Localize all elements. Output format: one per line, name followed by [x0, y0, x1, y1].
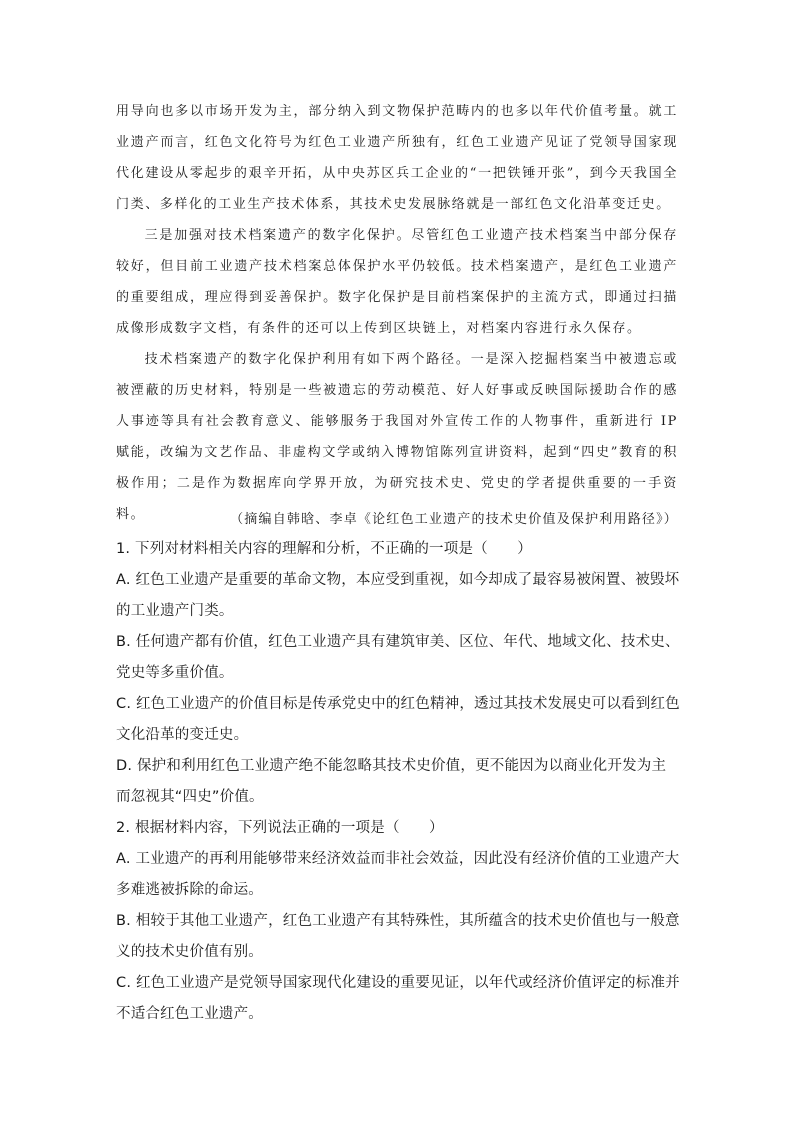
passage-body: [116, 96, 678, 530]
question-1-option-c: C. 红色工业遗产的价值目标是传承党史中的红色精神，透过其技术发展史可以看到红色文化沿革的变迁史。: [116, 696, 680, 743]
question-2-option-a: A. 工业遗产的再利用能够带来经济效益而非社会效益，因此没有经济价值的工业遗产大多难逃被拆除的命运。: [116, 851, 680, 898]
question-1-option-a: A. 红色工业遗产是重要的革命文物，本应受到重视，如今却成了最容易被闲置、被毁坏的工业遗产门类。: [116, 572, 680, 619]
question-1-option-b: B. 任何遗产都有价值，红色工业遗产具有建筑审美、区位、年代、地域文化、技术史、党史等多重价值。: [116, 634, 680, 681]
question-1-option-d: D. 保护和利用红色工业遗产绝不能忽略其技术史价值，更不能因为以商业化开发为主而忽视其“四史”价值。: [116, 758, 667, 805]
question-1-stem: 1. 下列对材料相关内容的理解和分析，不正确的一项是（ ）: [116, 541, 532, 557]
passage-paragraph-2: 三是加强对技术档案遗产的数字化保护。尽管红色工业遗产技术档案当中部分保存较好，但目前工业遗产技术档案总体保护水平仍较低。技术档案遗产，是红色工业遗产的重要组成，理应得到妥善保护。数字化保护是目前档案保护的主流方式，即通过扫描成像形成数字文档，有条件的还可以上传到区块链上，对档案内容进行永久保存。: [116, 228, 678, 336]
passage-paragraph-1: 用导向也多以市场开发为主，部分纳入到文物保护范畴内的也多以年代价值考量。就工业遗产而言，红色文化符号为红色工业遗产所独有，红色工业遗产见证了党领导国家现代化建设从零起步的艰辛开拓，从中央苏区兵工企业的“一把铁锤开张”，到今天我国全门类、多样化的工业生产技术体系，其技术史发展脉络就是一部红色文化沿革变迁史。: [116, 104, 678, 212]
question-2-option-c: C. 红色工业遗产是党领导国家现代化建设的重要见证，以年代或经济价值评定的标准并不适合红色工业遗产。: [116, 975, 680, 1022]
passage-paragraph-3: 技术档案遗产的数字化保护利用有如下两个路径。一是深入挖掘档案当中被遗忘或被湮蔽的历史材料，特别是一些被遗忘的劳动模范、好人好事或反映国际援助合作的感人事迹等具有社会教育意义、能够服务于我国对外宣传工作的人物事件，重新进行 IP 赋能，改编为文艺作品、非虚构文学或纳入博物馆陈列宣讲资料，起到“四史”教育的积极作用；二是作为数据库向学界开放，为研究技术史、党史的学者提供重要的一手资料。: [116, 352, 678, 522]
question-2-option-b: B. 相较于其他工业遗产，红色工业遗产有其特殊性，其所蕴含的技术史价值也与一般意义的技术史价值有别。: [116, 913, 680, 960]
question-2-stem: 2. 根据材料内容，下列说法正确的一项是（ ）: [116, 820, 444, 836]
passage-source: （摘编自韩晗、李卓《论红色工业遗产的技术史价值及保护利用路径》）: [230, 512, 678, 527]
questions: [116, 534, 680, 1030]
